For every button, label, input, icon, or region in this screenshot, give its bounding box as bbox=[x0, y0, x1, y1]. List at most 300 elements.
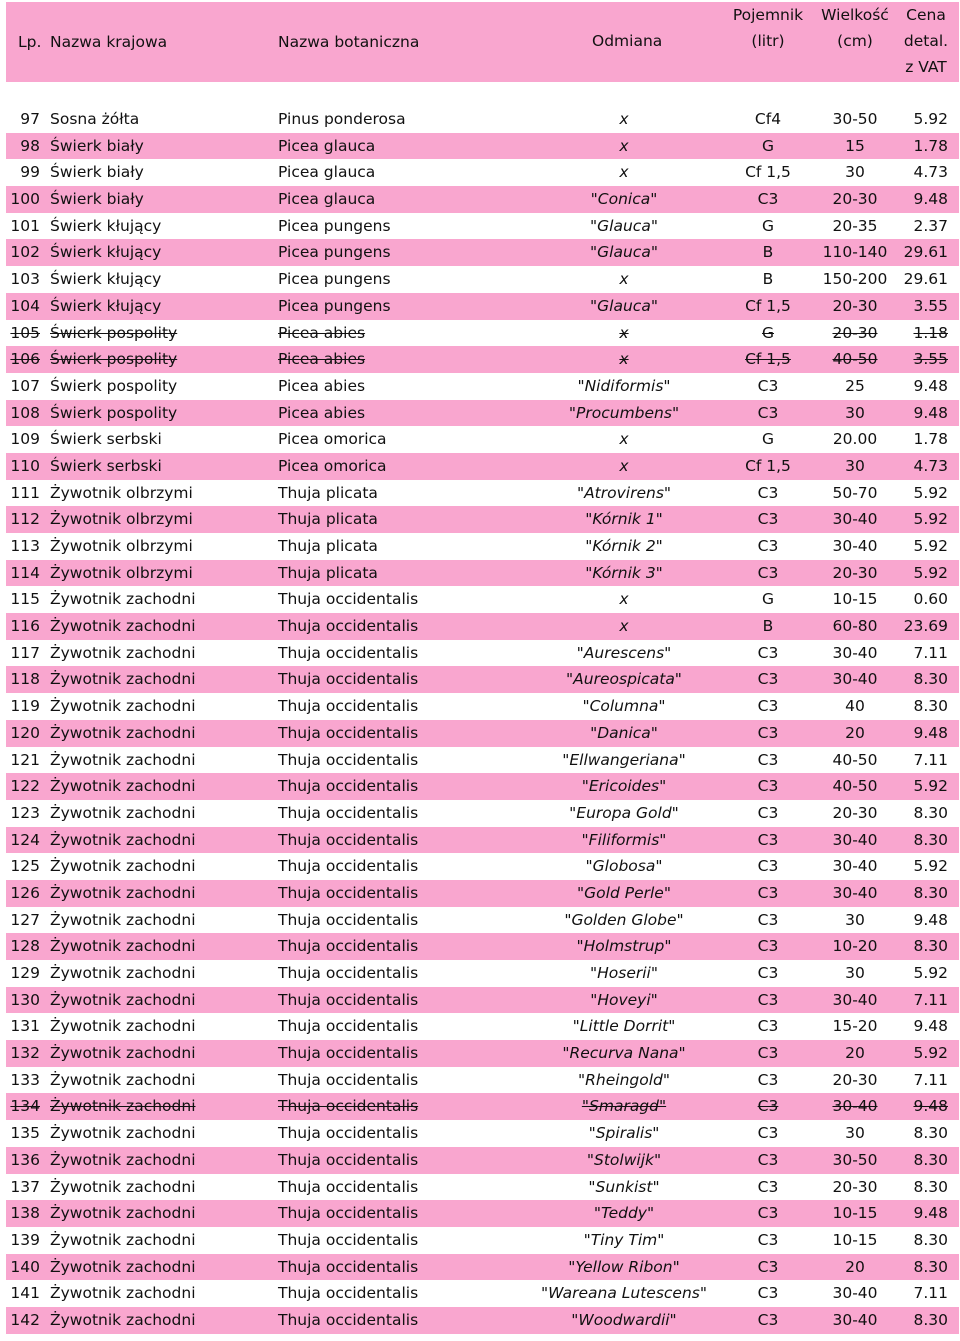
cell-container: C3 bbox=[757, 643, 779, 662]
header-container bbox=[732, 2, 804, 54]
cell-botanical: Thuja occidentalis bbox=[278, 1230, 419, 1249]
cell-variety: "Aureospicata" bbox=[566, 670, 682, 689]
table-row bbox=[6, 560, 959, 587]
cell-name: Świerk pospolity bbox=[50, 323, 178, 342]
cell-name: Żywotnik olbrzymi bbox=[50, 483, 193, 502]
table-row bbox=[6, 1200, 959, 1227]
cell-price: 2.37 bbox=[913, 216, 948, 235]
cell-container: C3 bbox=[757, 750, 779, 769]
cell-name: Żywotnik zachodni bbox=[50, 910, 196, 929]
cell-botanical: Picea pungens bbox=[278, 216, 391, 235]
cell-botanical: Thuja occidentalis bbox=[278, 1124, 419, 1143]
cell-price: 9.48 bbox=[913, 376, 948, 395]
cell-variety: x bbox=[619, 110, 629, 128]
cell-size: 30-40 bbox=[832, 830, 878, 849]
header-size-line2: (cm) bbox=[837, 32, 873, 50]
cell-name: Żywotnik zachodni bbox=[50, 857, 196, 876]
table-row bbox=[6, 293, 959, 320]
cell-size: 30-50 bbox=[832, 110, 878, 128]
table-row bbox=[6, 1067, 959, 1094]
cell-container: C3 bbox=[757, 537, 779, 555]
table-row bbox=[6, 1307, 959, 1334]
cell-name: Żywotnik zachodni bbox=[50, 1070, 196, 1089]
cell-price: 5.92 bbox=[913, 483, 948, 502]
cell-size: 30-40 bbox=[832, 857, 878, 876]
table-row bbox=[6, 133, 959, 160]
cell-price: 9.48 bbox=[913, 1204, 948, 1223]
cell-variety: "Nidiformis" bbox=[577, 376, 671, 395]
table-row bbox=[6, 320, 959, 347]
cell-lp: 107 bbox=[10, 376, 40, 395]
cell-size: 10-20 bbox=[832, 937, 878, 956]
table-row bbox=[6, 1280, 959, 1307]
cell-name: Żywotnik olbrzymi bbox=[50, 537, 193, 555]
cell-variety: "Columna" bbox=[582, 697, 666, 716]
cell-size: 30-40 bbox=[832, 643, 878, 662]
cell-name: Żywotnik zachodni bbox=[50, 777, 196, 796]
cell-botanical: Thuja occidentalis bbox=[278, 1284, 419, 1303]
cell-price: 5.92 bbox=[913, 777, 948, 796]
table-row bbox=[6, 907, 959, 934]
cell-name: Żywotnik zachodni bbox=[50, 1257, 196, 1276]
cell-price: 4.73 bbox=[913, 163, 948, 182]
cell-size: 20-30 bbox=[832, 563, 878, 582]
cell-lp: 102 bbox=[10, 243, 40, 262]
header-botanical: Nazwa botaniczna bbox=[278, 33, 420, 51]
cell-price: 5.92 bbox=[913, 510, 948, 529]
cell-name: Żywotnik olbrzymi bbox=[50, 563, 193, 582]
table-row bbox=[6, 186, 959, 213]
table-row bbox=[6, 693, 959, 720]
table-row bbox=[6, 800, 959, 827]
cell-size: 40-50 bbox=[832, 750, 878, 769]
cell-size: 20 bbox=[845, 1044, 865, 1063]
cell-price: 4.73 bbox=[913, 456, 948, 475]
cell-container: G bbox=[761, 590, 774, 609]
cell-size: 30 bbox=[845, 163, 865, 182]
cell-botanical: Picea abies bbox=[278, 350, 366, 369]
cell-price: 8.30 bbox=[913, 1177, 948, 1196]
table-row bbox=[6, 747, 959, 774]
cell-container: C3 bbox=[757, 1257, 779, 1276]
cell-price: 8.30 bbox=[913, 937, 948, 956]
cell-size: 30 bbox=[845, 403, 865, 422]
cell-size: 20.00 bbox=[832, 430, 878, 449]
cell-lp: 98 bbox=[20, 136, 40, 155]
cell-container: C3 bbox=[757, 190, 779, 209]
cell-price: 7.11 bbox=[913, 643, 948, 662]
cell-price: 9.48 bbox=[913, 1097, 948, 1116]
cell-variety: x bbox=[619, 617, 629, 636]
cell-price: 29.61 bbox=[903, 243, 948, 262]
cell-lp: 136 bbox=[10, 1150, 40, 1169]
cell-size: 30-40 bbox=[832, 670, 878, 689]
cell-price: 5.92 bbox=[913, 537, 948, 555]
table-row bbox=[6, 159, 959, 186]
cell-botanical: Thuja occidentalis bbox=[278, 857, 419, 876]
cell-lp: 119 bbox=[10, 697, 40, 716]
cell-size: 10-15 bbox=[832, 1204, 878, 1223]
cell-price: 9.48 bbox=[913, 910, 948, 929]
table-row bbox=[6, 1013, 959, 1040]
cell-lp: 114 bbox=[10, 563, 40, 582]
cell-variety: "Smaragd" bbox=[581, 1097, 667, 1116]
cell-variety: "Recurva Nana" bbox=[562, 1044, 686, 1063]
cell-price: 3.55 bbox=[913, 350, 948, 369]
cell-lp: 129 bbox=[10, 964, 40, 982]
cell-botanical: Thuja plicata bbox=[278, 510, 378, 529]
cell-botanical: Thuja occidentalis bbox=[278, 910, 419, 929]
table-row bbox=[6, 1174, 959, 1201]
cell-variety: "Woodwardii" bbox=[571, 1310, 677, 1329]
cell-container: C3 bbox=[757, 723, 779, 742]
cell-botanical: Thuja occidentalis bbox=[278, 750, 419, 769]
cell-name: Żywotnik olbrzymi bbox=[50, 510, 193, 529]
cell-name: Świerk pospolity bbox=[50, 350, 178, 369]
cell-container: C3 bbox=[757, 1284, 779, 1303]
cell-size: 30-40 bbox=[832, 883, 878, 902]
table-row bbox=[6, 720, 959, 747]
cell-lp: 117 bbox=[10, 643, 40, 662]
cell-price: 7.11 bbox=[913, 990, 948, 1009]
cell-botanical: Picea omorica bbox=[278, 430, 387, 449]
cell-size: 30-40 bbox=[832, 990, 878, 1009]
cell-botanical: Thuja occidentalis bbox=[278, 777, 419, 796]
cell-price: 7.11 bbox=[913, 1284, 948, 1303]
cell-container: C3 bbox=[757, 1044, 779, 1063]
cell-container: C3 bbox=[757, 483, 779, 502]
table-row bbox=[6, 586, 959, 613]
cell-container: G bbox=[761, 216, 774, 235]
cell-botanical: Thuja occidentalis bbox=[278, 803, 419, 822]
table-row bbox=[6, 239, 959, 266]
cell-size: 30 bbox=[845, 964, 865, 982]
cell-variety: x bbox=[619, 590, 629, 609]
cell-size: 110-140 bbox=[822, 243, 888, 262]
cell-name: Świerk serbski bbox=[50, 456, 162, 475]
cell-botanical: Thuja occidentalis bbox=[278, 723, 419, 742]
cell-variety: "Hoserii" bbox=[590, 964, 658, 982]
cell-name: Świerk kłujący bbox=[50, 296, 162, 315]
cell-name: Świerk biały bbox=[50, 136, 144, 155]
cell-lp: 138 bbox=[10, 1204, 40, 1223]
cell-container: C3 bbox=[757, 1124, 779, 1143]
cell-lp: 127 bbox=[10, 910, 40, 929]
cell-container: C3 bbox=[757, 1070, 779, 1089]
cell-variety: "Filiformis" bbox=[581, 830, 667, 849]
cell-price: 9.48 bbox=[913, 1017, 948, 1036]
cell-size: 20-35 bbox=[832, 216, 878, 235]
cell-price: 9.48 bbox=[913, 723, 948, 742]
cell-container: C3 bbox=[757, 964, 779, 982]
table-row bbox=[6, 426, 959, 453]
cell-price: 1.78 bbox=[913, 430, 948, 449]
cell-variety: x bbox=[619, 323, 629, 342]
cell-lp: 113 bbox=[10, 537, 40, 555]
cell-botanical: Picea abies bbox=[278, 323, 366, 342]
cell-container: B bbox=[762, 270, 774, 289]
cell-price: 8.30 bbox=[913, 803, 948, 822]
cell-container: Cf 1,5 bbox=[745, 350, 791, 369]
cell-container: Cf 1,5 bbox=[745, 163, 791, 182]
cell-lp: 141 bbox=[10, 1284, 40, 1303]
cell-botanical: Thuja occidentalis bbox=[278, 937, 419, 956]
table-body bbox=[6, 106, 959, 1334]
cell-container: C3 bbox=[757, 1177, 779, 1196]
cell-price: 8.30 bbox=[913, 1257, 948, 1276]
cell-name: Żywotnik zachodni bbox=[50, 723, 196, 742]
cell-lp: 115 bbox=[10, 590, 40, 609]
cell-size: 20 bbox=[845, 723, 865, 742]
cell-price: 8.30 bbox=[913, 883, 948, 902]
price-list-table bbox=[6, 2, 959, 1334]
cell-variety: "Yellow Ribon" bbox=[568, 1257, 680, 1276]
cell-size: 20-30 bbox=[832, 323, 878, 342]
cell-name: Żywotnik zachodni bbox=[50, 1177, 196, 1196]
table-row bbox=[6, 266, 959, 293]
cell-botanical: Picea pungens bbox=[278, 243, 391, 262]
cell-variety: "Kórnik 3" bbox=[585, 563, 663, 582]
cell-lp: 109 bbox=[10, 430, 40, 449]
cell-lp: 133 bbox=[10, 1070, 40, 1089]
cell-name: Sosna żółta bbox=[50, 110, 140, 128]
cell-lp: 134 bbox=[10, 1097, 40, 1116]
cell-price: 8.30 bbox=[913, 1310, 948, 1329]
cell-botanical: Thuja occidentalis bbox=[278, 990, 419, 1009]
cell-container: C3 bbox=[757, 1310, 779, 1329]
table-row bbox=[6, 1147, 959, 1174]
cell-size: 40 bbox=[845, 697, 865, 716]
cell-price: 8.30 bbox=[913, 670, 948, 689]
cell-variety: "Golden Globe" bbox=[564, 910, 684, 929]
cell-size: 30 bbox=[845, 910, 865, 929]
cell-variety: "Holmstrup" bbox=[576, 937, 672, 956]
cell-price: 23.69 bbox=[903, 617, 948, 636]
cell-size: 30-40 bbox=[832, 510, 878, 529]
cell-container: C3 bbox=[757, 403, 779, 422]
cell-variety: "Danica" bbox=[590, 723, 658, 742]
table-row bbox=[6, 960, 959, 987]
cell-lp: 104 bbox=[10, 296, 40, 315]
cell-lp: 118 bbox=[10, 670, 40, 689]
cell-container: B bbox=[762, 243, 774, 262]
cell-container: G bbox=[761, 430, 774, 449]
cell-size: 25 bbox=[845, 376, 865, 395]
cell-botanical: Picea omorica bbox=[278, 456, 387, 475]
cell-variety: x bbox=[619, 163, 629, 182]
cell-container: C3 bbox=[757, 1097, 779, 1116]
cell-price: 29.61 bbox=[903, 270, 948, 289]
cell-variety: "Atrovirens" bbox=[576, 483, 672, 502]
cell-container: C3 bbox=[757, 857, 779, 876]
table-row bbox=[6, 106, 959, 133]
cell-size: 30-40 bbox=[832, 1097, 878, 1116]
cell-name: Żywotnik zachodni bbox=[50, 1310, 196, 1329]
table-row bbox=[6, 666, 959, 693]
table-row bbox=[6, 1254, 959, 1281]
cell-price: 8.30 bbox=[913, 1230, 948, 1249]
cell-botanical: Thuja occidentalis bbox=[278, 643, 419, 662]
cell-name: Żywotnik zachodni bbox=[50, 1230, 196, 1249]
cell-botanical: Thuja occidentalis bbox=[278, 617, 419, 636]
cell-lp: 116 bbox=[10, 617, 40, 636]
cell-botanical: Thuja plicata bbox=[278, 483, 378, 502]
cell-name: Żywotnik zachodni bbox=[50, 1204, 196, 1223]
cell-container: C3 bbox=[757, 937, 779, 956]
cell-container: Cf 1,5 bbox=[745, 296, 791, 315]
table-row bbox=[6, 640, 959, 667]
cell-lp: 111 bbox=[10, 483, 40, 502]
header-lp: Lp. bbox=[18, 33, 42, 51]
cell-botanical: Picea glauca bbox=[278, 136, 376, 155]
cell-variety: x bbox=[619, 430, 629, 449]
cell-name: Świerk biały bbox=[50, 190, 144, 209]
cell-variety: "Globosa" bbox=[585, 857, 663, 876]
cell-size: 150-200 bbox=[822, 270, 888, 289]
cell-name: Żywotnik zachodni bbox=[50, 1284, 196, 1303]
cell-container: Cf 1,5 bbox=[745, 456, 791, 475]
cell-name: Świerk kłujący bbox=[50, 243, 162, 262]
table-row bbox=[6, 533, 959, 560]
cell-container: C3 bbox=[757, 1204, 779, 1223]
cell-lp: 100 bbox=[10, 190, 40, 209]
cell-name: Żywotnik zachodni bbox=[50, 803, 196, 822]
cell-variety: x bbox=[619, 350, 629, 369]
cell-size: 30 bbox=[845, 456, 865, 475]
header-price-line1: Cena bbox=[906, 6, 946, 24]
table-row bbox=[6, 453, 959, 480]
table-row bbox=[6, 213, 959, 240]
table-row bbox=[6, 933, 959, 960]
cell-botanical: Thuja plicata bbox=[278, 537, 378, 555]
table-row bbox=[6, 1093, 959, 1120]
cell-price: 1.78 bbox=[913, 136, 948, 155]
header-price-line2: detal. bbox=[903, 32, 949, 50]
cell-price: 7.11 bbox=[913, 1070, 948, 1089]
cell-lp: 106 bbox=[10, 350, 40, 369]
cell-container: G bbox=[761, 323, 774, 342]
header-container-line2: (litr) bbox=[751, 32, 785, 50]
cell-name: Żywotnik zachodni bbox=[50, 670, 196, 689]
cell-variety: "Aurescens" bbox=[576, 643, 672, 662]
cell-container: C3 bbox=[757, 510, 779, 529]
cell-price: 8.30 bbox=[913, 1150, 948, 1169]
cell-lp: 121 bbox=[10, 750, 40, 769]
cell-size: 15-20 bbox=[832, 1017, 878, 1036]
cell-size: 10-15 bbox=[832, 1230, 878, 1249]
cell-botanical: Thuja occidentalis bbox=[278, 1044, 419, 1063]
cell-botanical: Pinus ponderosa bbox=[278, 110, 406, 128]
cell-botanical: Thuja occidentalis bbox=[278, 670, 419, 689]
cell-name: Żywotnik zachodni bbox=[50, 1124, 196, 1143]
cell-name: Żywotnik zachodni bbox=[50, 1097, 196, 1116]
cell-lp: 120 bbox=[10, 723, 40, 742]
cell-name: Świerk serbski bbox=[50, 430, 162, 449]
cell-variety: "Wareana Lutescens" bbox=[541, 1284, 707, 1303]
cell-name: Żywotnik zachodni bbox=[50, 990, 196, 1009]
cell-lp: 137 bbox=[10, 1177, 40, 1196]
cell-container: C3 bbox=[757, 1150, 779, 1169]
cell-lp: 101 bbox=[10, 216, 40, 235]
table-row bbox=[6, 346, 959, 373]
cell-lp: 103 bbox=[10, 270, 40, 289]
cell-container: C3 bbox=[757, 803, 779, 822]
cell-price: 8.30 bbox=[913, 1124, 948, 1143]
cell-variety: "Conica" bbox=[590, 190, 658, 209]
table-row bbox=[6, 1227, 959, 1254]
cell-lp: 112 bbox=[10, 510, 40, 529]
cell-name: Żywotnik zachodni bbox=[50, 1044, 196, 1063]
cell-botanical: Picea pungens bbox=[278, 270, 391, 289]
header-size-line1: Wielkość bbox=[821, 6, 889, 24]
cell-price: 5.92 bbox=[913, 563, 948, 582]
cell-variety: "Glauca" bbox=[590, 296, 658, 315]
cell-botanical: Thuja occidentalis bbox=[278, 1177, 419, 1196]
cell-name: Żywotnik zachodni bbox=[50, 643, 196, 662]
cell-lp: 125 bbox=[10, 857, 40, 876]
cell-size: 15 bbox=[845, 136, 865, 155]
cell-size: 30 bbox=[845, 1124, 865, 1143]
cell-container: C3 bbox=[757, 830, 779, 849]
table-row bbox=[6, 613, 959, 640]
cell-lp: 131 bbox=[10, 1017, 40, 1036]
table-row bbox=[6, 400, 959, 427]
cell-variety: "Procumbens" bbox=[568, 403, 680, 422]
table-header bbox=[6, 2, 959, 82]
cell-variety: "Teddy" bbox=[593, 1204, 655, 1223]
cell-botanical: Picea pungens bbox=[278, 296, 391, 315]
cell-container: C3 bbox=[757, 670, 779, 689]
cell-variety: "Stolwijk" bbox=[586, 1150, 662, 1169]
cell-container: C3 bbox=[757, 883, 779, 902]
cell-container: C3 bbox=[757, 697, 779, 716]
cell-botanical: Thuja occidentalis bbox=[278, 1097, 419, 1116]
cell-container: G bbox=[761, 136, 774, 155]
cell-botanical: Thuja occidentalis bbox=[278, 830, 419, 849]
table-row bbox=[6, 880, 959, 907]
cell-variety: "Little Dorrit" bbox=[572, 1017, 676, 1036]
cell-size: 20-30 bbox=[832, 803, 878, 822]
cell-container: Cf4 bbox=[754, 110, 782, 128]
cell-lp: 122 bbox=[10, 777, 40, 796]
cell-price: 5.92 bbox=[913, 964, 948, 982]
cell-name: Świerk pospolity bbox=[50, 376, 178, 395]
table-row bbox=[6, 480, 959, 507]
cell-container: C3 bbox=[757, 563, 779, 582]
cell-variety: x bbox=[619, 456, 629, 475]
cell-name: Żywotnik zachodni bbox=[50, 617, 196, 636]
cell-botanical: Thuja occidentalis bbox=[278, 697, 419, 716]
cell-botanical: Picea abies bbox=[278, 376, 366, 395]
cell-botanical: Thuja occidentalis bbox=[278, 964, 419, 982]
cell-variety: "Ellwangeriana" bbox=[562, 750, 686, 769]
table-row bbox=[6, 987, 959, 1014]
cell-name: Żywotnik zachodni bbox=[50, 883, 196, 902]
header-container-line1: Pojemnik bbox=[732, 6, 804, 24]
cell-lp: 126 bbox=[10, 883, 40, 902]
cell-botanical: Thuja occidentalis bbox=[278, 1204, 419, 1223]
cell-price: 8.30 bbox=[913, 697, 948, 716]
cell-price: 8.30 bbox=[913, 830, 948, 849]
cell-lp: 139 bbox=[10, 1230, 40, 1249]
table-row bbox=[6, 373, 959, 400]
cell-size: 30-40 bbox=[832, 1310, 878, 1329]
cell-lp: 108 bbox=[10, 403, 40, 422]
table-row bbox=[6, 1120, 959, 1147]
cell-price: 3.55 bbox=[913, 296, 948, 315]
cell-name: Świerk kłujący bbox=[50, 270, 162, 289]
cell-lp: 110 bbox=[10, 456, 40, 475]
